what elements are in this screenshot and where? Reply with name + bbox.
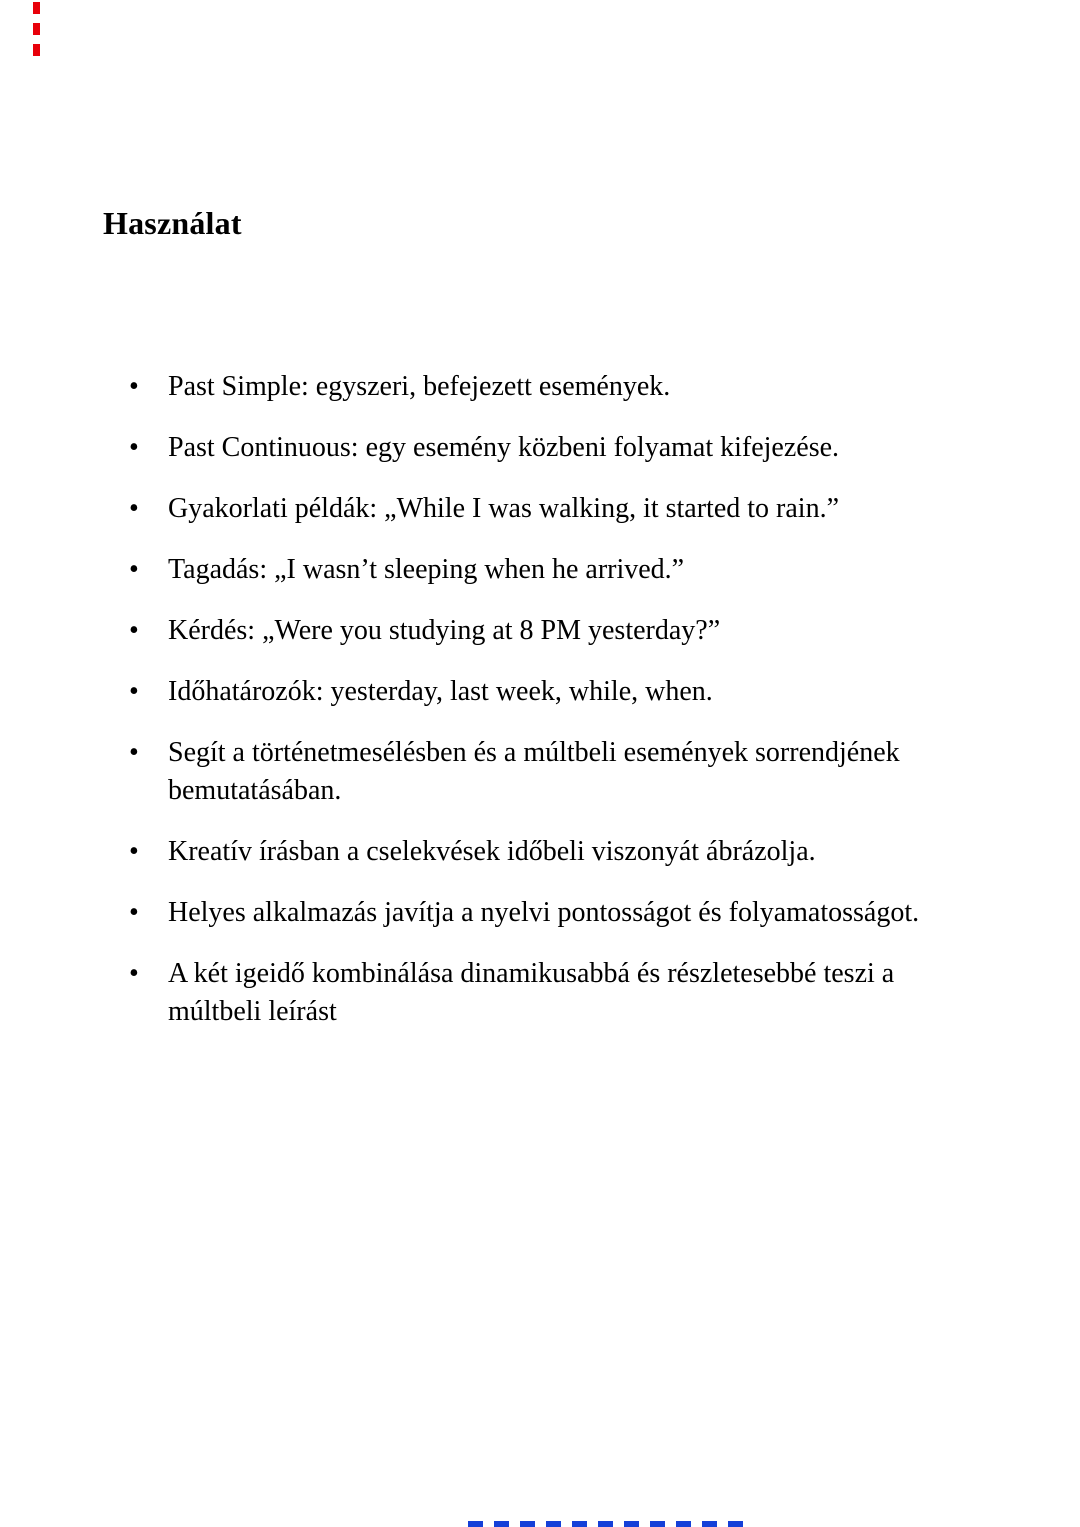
list-item: • Segít a történetmesélésben és a múltbeli események sorrendjének bemutatásában. (168, 734, 974, 810)
list-item: • A két igeidő kombinálása dinamikusabbá és részletesebbé teszi a múltbeli leírást (168, 955, 974, 1031)
list-item: • Kreatív írásban a cselekvések időbeli viszonyát ábrázolja. (168, 833, 974, 871)
list-item: • Past Continuous: egy esemény közbeni folyamat kifejezése. (168, 429, 974, 467)
list-item: • Tagadás: „I wasn’t sleeping when he arrived.” (168, 551, 974, 589)
list-item: • Kérdés: „Were you studying at 8 PM yesterday?” (168, 612, 974, 650)
list-item: • Past Simple: egyszeri, befejezett események. (168, 368, 974, 406)
list-item: • Időhatározók: yesterday, last week, while, when. (168, 673, 974, 711)
blue-bottom-mark (468, 1521, 746, 1527)
list-item: • Helyes alkalmazás javítja a nyelvi pontosságot és folyamatosságot. (168, 894, 974, 932)
bullet-list (168, 368, 974, 1054)
page-title: Használat (103, 205, 242, 241)
red-margin-mark (33, 2, 40, 60)
list-item: • Gyakorlati példák: „While I was walking, it started to rain.” (168, 490, 974, 528)
